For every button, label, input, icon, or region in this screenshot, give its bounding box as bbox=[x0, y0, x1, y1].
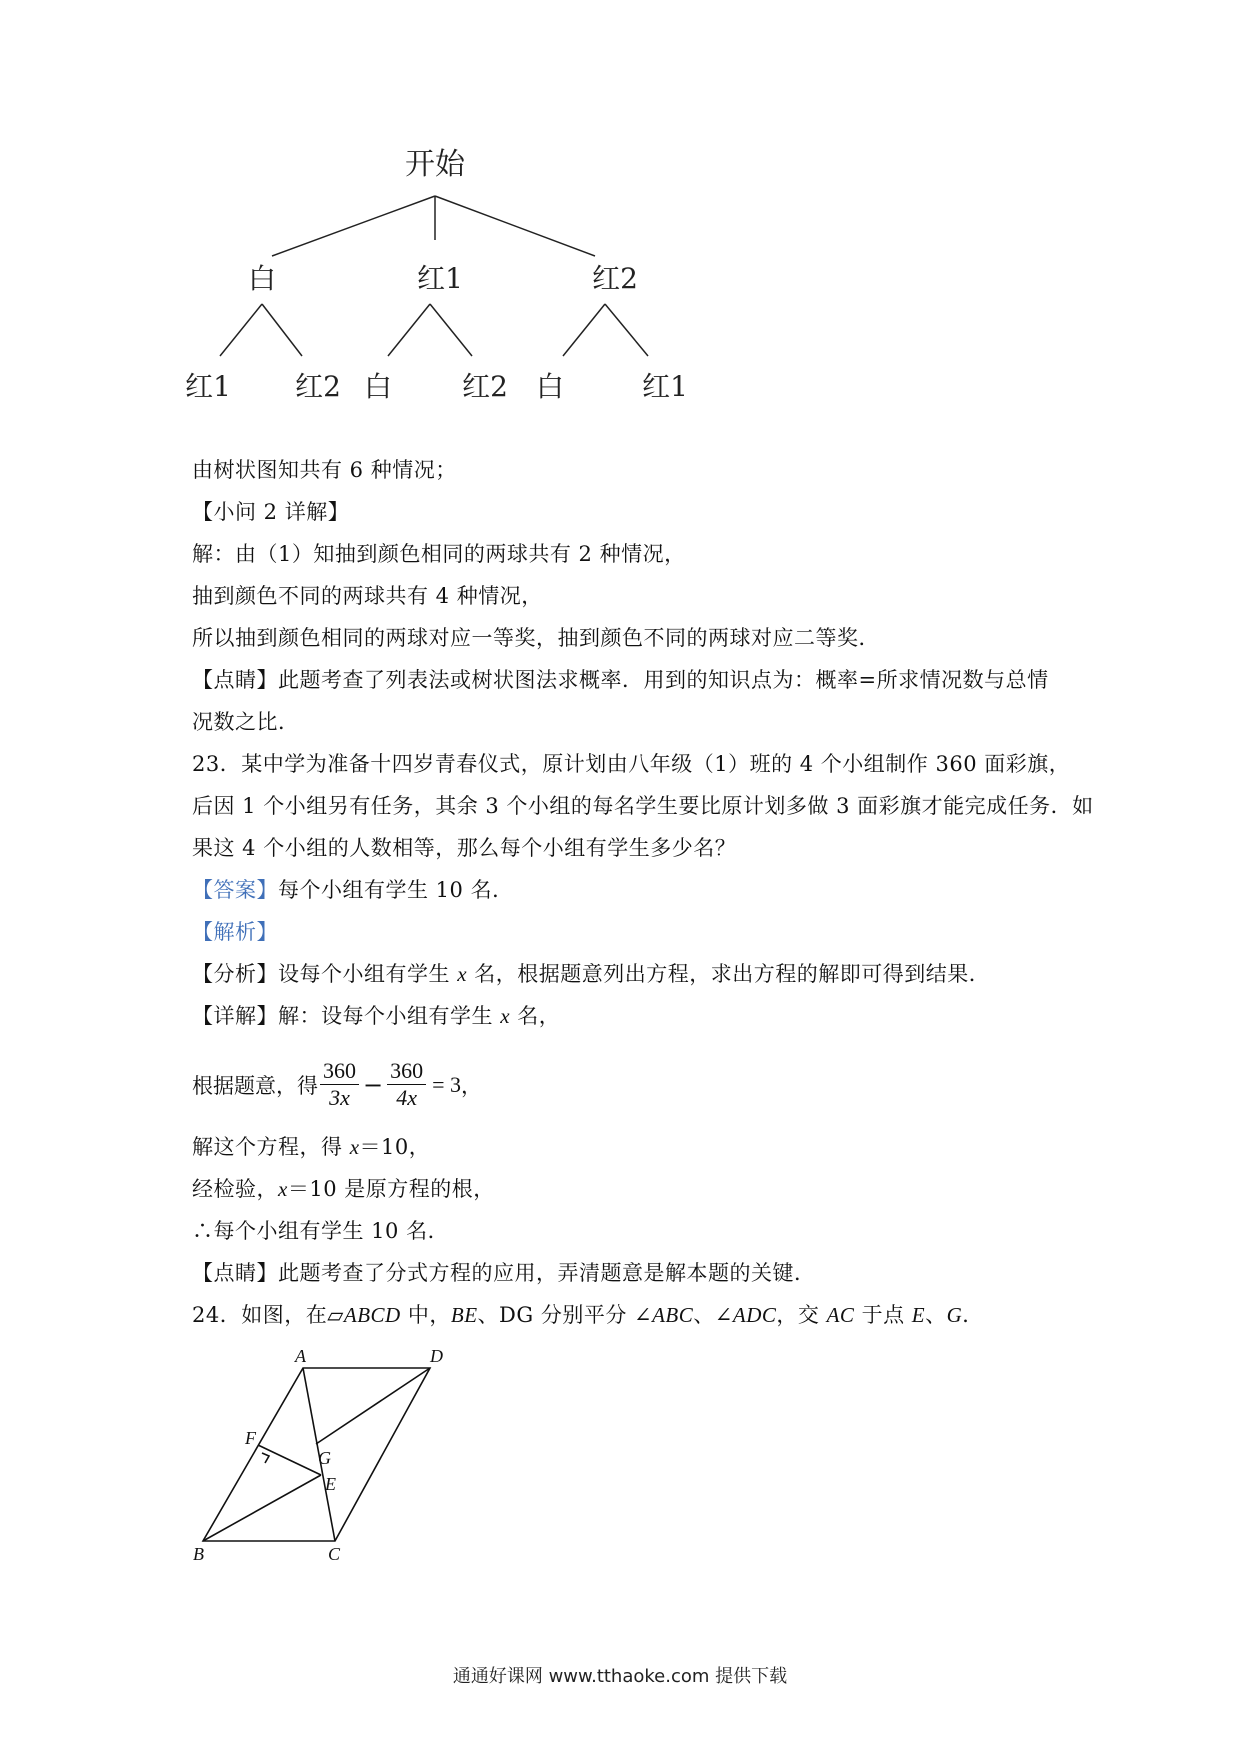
answer-line bbox=[192, 875, 514, 905]
tree-l1-node: 红1 bbox=[417, 262, 463, 295]
tree-l1-node: 红2 bbox=[592, 262, 638, 295]
fraction-2: $\frac{360}{4x}$ bbox=[387, 1058, 426, 1111]
conclusion-line: ∴每个小组有学生 10 名． bbox=[192, 1219, 450, 1243]
text-line: 抽到颜色不同的两球共有 4 种情况， bbox=[192, 584, 543, 608]
fraction-1: $\frac{360}{3x}$ bbox=[320, 1058, 359, 1111]
tree-l2-node: 红1 bbox=[185, 370, 231, 403]
label-F: F bbox=[245, 1428, 256, 1448]
answer-text: 每个小组有学生 10 名． bbox=[278, 878, 514, 902]
comment-line: 【点睛】此题考查了分式方程的应用，弄清题意是解本题的关键． bbox=[192, 1261, 816, 1285]
text-line: 果这 4 个小组的人数相等，那么每个小组有学生多少名？ bbox=[192, 836, 737, 860]
label-C: C bbox=[328, 1544, 341, 1564]
label-G: G bbox=[318, 1448, 331, 1468]
tree-l2-node: 白 bbox=[363, 370, 393, 403]
label-D: D bbox=[430, 1348, 443, 1366]
tree-l2-node: 红2 bbox=[295, 370, 341, 403]
check-line: 经检验，x＝10 是原方程的根， bbox=[192, 1177, 495, 1201]
eq-rhs: = 3 bbox=[432, 1071, 462, 1097]
text-line: 后因 1 个小组另有任务，其余 3 个小组的每名学生要比原计划多做 3 面彩旗才能完成任务．如 bbox=[192, 794, 1094, 818]
label-E: E bbox=[325, 1474, 336, 1494]
footer-watermark: 通通好课网 www.tthaoke.com 提供下载 bbox=[452, 1666, 788, 1687]
minus-sign: − bbox=[363, 1070, 384, 1099]
text-line: 解：由（1）知抽到颜色相同的两球共有 2 种情况， bbox=[192, 542, 686, 566]
text-line: 由树状图知共有 6 种情况； bbox=[192, 458, 457, 482]
tree-diagram bbox=[150, 120, 750, 420]
solve-line: 解这个方程，得 x＝10， bbox=[192, 1135, 431, 1159]
tree-diagram-svg bbox=[150, 120, 750, 420]
analysis-line: 【分析】设每个小组有学生 x 名，根据题意列出方程，求出方程的解即可得到结果． bbox=[192, 962, 991, 986]
tree-l2-node: 红2 bbox=[462, 370, 508, 403]
analysis-tag: 【解析】 bbox=[192, 920, 278, 944]
question-24: 24．如图，在▱ABCD 中，BE、DG 分别平分 ∠ABC、∠ADC，交 AC 于点 E、G． bbox=[192, 1303, 984, 1327]
equation-line: 根据题意，得 $\frac{360}{3x}$ − $\frac{360}{4x}$ = 3 ， bbox=[192, 1058, 483, 1110]
tree-l1-node: 白 bbox=[247, 262, 277, 295]
text-line: 【点睛】此题考查了列表法或树状图法求概率．用到的知识点为：概率=所求情况数与总情 bbox=[192, 668, 1049, 692]
tree-root: 开始 bbox=[405, 147, 465, 182]
parallelogram-figure bbox=[185, 1348, 465, 1568]
eq-prefix: 根据题意，得 bbox=[192, 1073, 318, 1098]
tree-l2-node: 白 bbox=[535, 370, 565, 403]
tree-l2-node: 红1 bbox=[642, 370, 688, 403]
text-line: 况数之比． bbox=[192, 710, 300, 734]
answer-tag: 【答案】 bbox=[192, 878, 278, 902]
text-line: 所以抽到颜色相同的两球对应一等奖，抽到颜色不同的两球对应二等奖． bbox=[192, 626, 880, 650]
section-heading: 【小问 2 详解】 bbox=[192, 500, 350, 524]
label-B: B bbox=[193, 1544, 204, 1564]
detail-line: 【详解】解：设每个小组有学生 x 名， bbox=[192, 1004, 561, 1028]
label-A: A bbox=[295, 1348, 306, 1366]
parallelogram-svg bbox=[185, 1348, 465, 1568]
question-23: 23．某中学为准备十四岁青春仪式，原计划由八年级（1）班的 4 个小组制作 360 面彩旗， bbox=[192, 752, 1071, 776]
